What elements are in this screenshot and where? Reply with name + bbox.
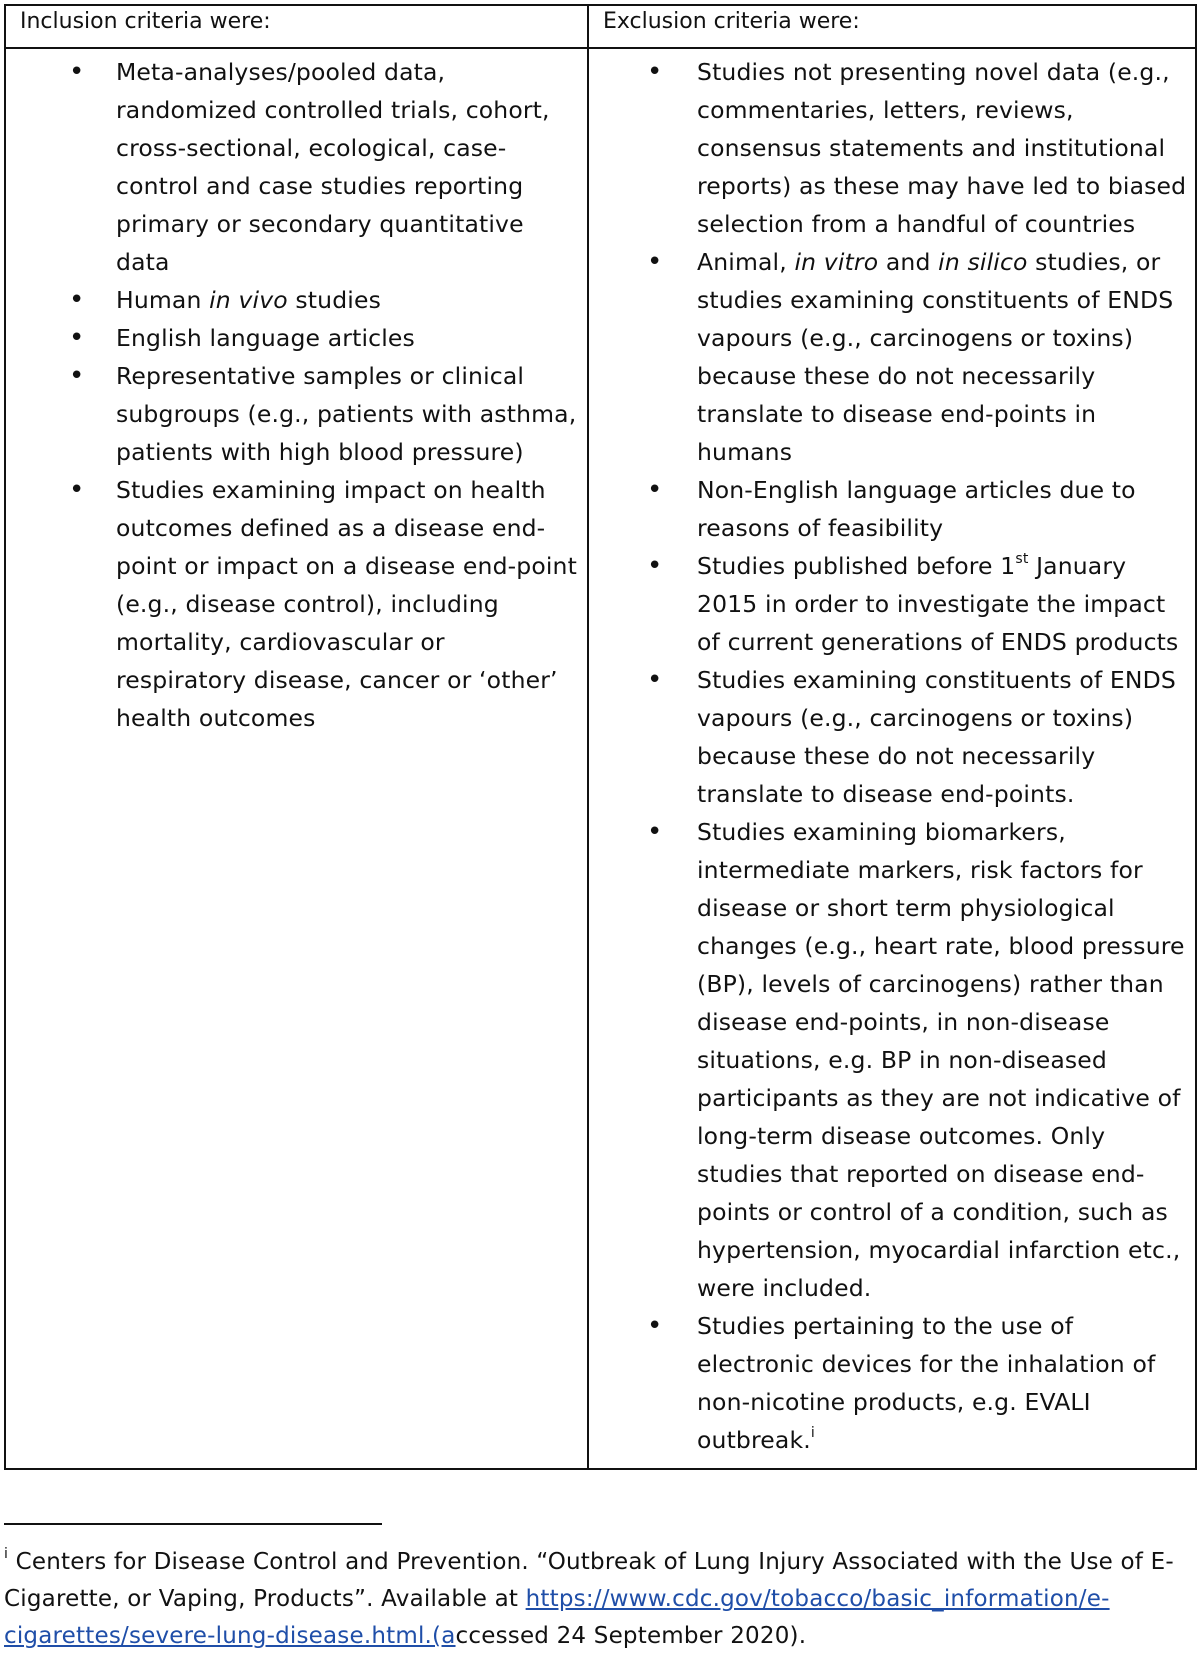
- inclusion-item-4: • Representative samples or clinical subgroups (e.g., patients with asthma, patients with high blood pressure): [6, 357, 587, 471]
- table-header-row: [5, 5, 1196, 48]
- footnote-separator: [4, 1523, 382, 1525]
- bullet-icon: •: [647, 57, 663, 87]
- footnote: [4, 1544, 1196, 1655]
- exclusion-list: [589, 53, 1195, 1459]
- exclusion-item-7: • Studies pertaining to the use of electronic devices for the inhalation of non-nicotine products, e.g. EVALI outbreak.$^i$: [589, 1307, 1195, 1459]
- exclusion-item-4: • Studies published before 1st January 2015 in order to investigate the impact of current generations of ENDS products: [589, 547, 1195, 661]
- cdc-link[interactable]: https://www.cdc.gov/tobacco/basic_information/e-cigarettes/severe-lung-disease.html.(a: [4, 1586, 1110, 1649]
- bullet-icon: •: [647, 551, 663, 581]
- exclusion-item-6: • Studies examining biomarkers, intermediate markers, risk factors for disease or short term physiological changes (e.g., heart rate, blood pressure (BP), levels of carcinogens) rather than disease end-points, in non-disease situations, e.g. BP in non-diseased participants as they are not indicative of long-term disease outcomes. Only studies that reported on disease end-points or control of a condition, such as hypertension, myocardial infarction etc., were included.: [589, 813, 1195, 1307]
- bullet-icon: •: [69, 475, 85, 505]
- inclusion-list: [6, 53, 587, 737]
- exclusion-item-3: • Non-English language articles due to reasons of feasibility: [589, 471, 1195, 547]
- footnote-text: Centers for Disease Control and Prevention. “Outbreak of Lung Injury Associated with the Use of E-Cigarette, or Vaping, Products”. Available at: [4, 1549, 1174, 1612]
- inclusion-header: Inclusion criteria were:: [5, 5, 588, 48]
- inclusion-item-1: • Meta-analyses/pooled data, randomized controlled trials, cohort, cross-sectional, ecological, case-control and case studies reporting primary or secondary quantitative data: [6, 53, 587, 281]
- exclusion-item-1: • Studies not presenting novel data (e.g., commentaries, letters, reviews, consensus statements and institutional reports) as these may have led to biased selection from a handful of countries: [589, 53, 1195, 243]
- bullet-icon: •: [69, 57, 85, 87]
- inclusion-item-2: • Human in vivo studies: [6, 281, 587, 319]
- criteria-table: [4, 4, 1197, 1470]
- footnote-text-end: ccessed 24 September 2020).: [455, 1623, 807, 1649]
- inclusion-cell: [5, 48, 588, 1469]
- exclusion-cell: [588, 48, 1196, 1469]
- footnote-reference[interactable]: i: [810, 1425, 815, 1442]
- bullet-icon: •: [647, 817, 663, 847]
- bullet-icon: •: [647, 247, 663, 277]
- bullet-icon: •: [647, 665, 663, 695]
- exclusion-header: Exclusion criteria were:: [588, 5, 1196, 48]
- inclusion-item-5: • Studies examining impact on health outcomes defined as a disease end-point or impact on a disease end-point (e.g., disease control), including mortality, cardiovascular or respiratory disease, cancer or ‘other’ health outcomes: [6, 471, 587, 737]
- bullet-icon: •: [69, 285, 85, 315]
- bullet-icon: •: [69, 323, 85, 353]
- bullet-icon: •: [647, 475, 663, 505]
- exclusion-item-5: • Studies examining constituents of ENDS vapours (e.g., carcinogens or toxins) because these do not necessarily translate to disease end-points.: [589, 661, 1195, 813]
- bullet-icon: •: [647, 1311, 663, 1341]
- bullet-icon: •: [69, 361, 85, 391]
- table-body-row: [5, 48, 1196, 1469]
- inclusion-item-3: • English language articles: [6, 319, 587, 357]
- exclusion-item-2: • Animal, in vitro and in silico studies, or studies examining constituents of ENDS vapours (e.g., carcinogens or toxins) because these do not necessarily translate to disease end-points in humans: [589, 243, 1195, 471]
- footnote-marker: i: [4, 1546, 9, 1563]
